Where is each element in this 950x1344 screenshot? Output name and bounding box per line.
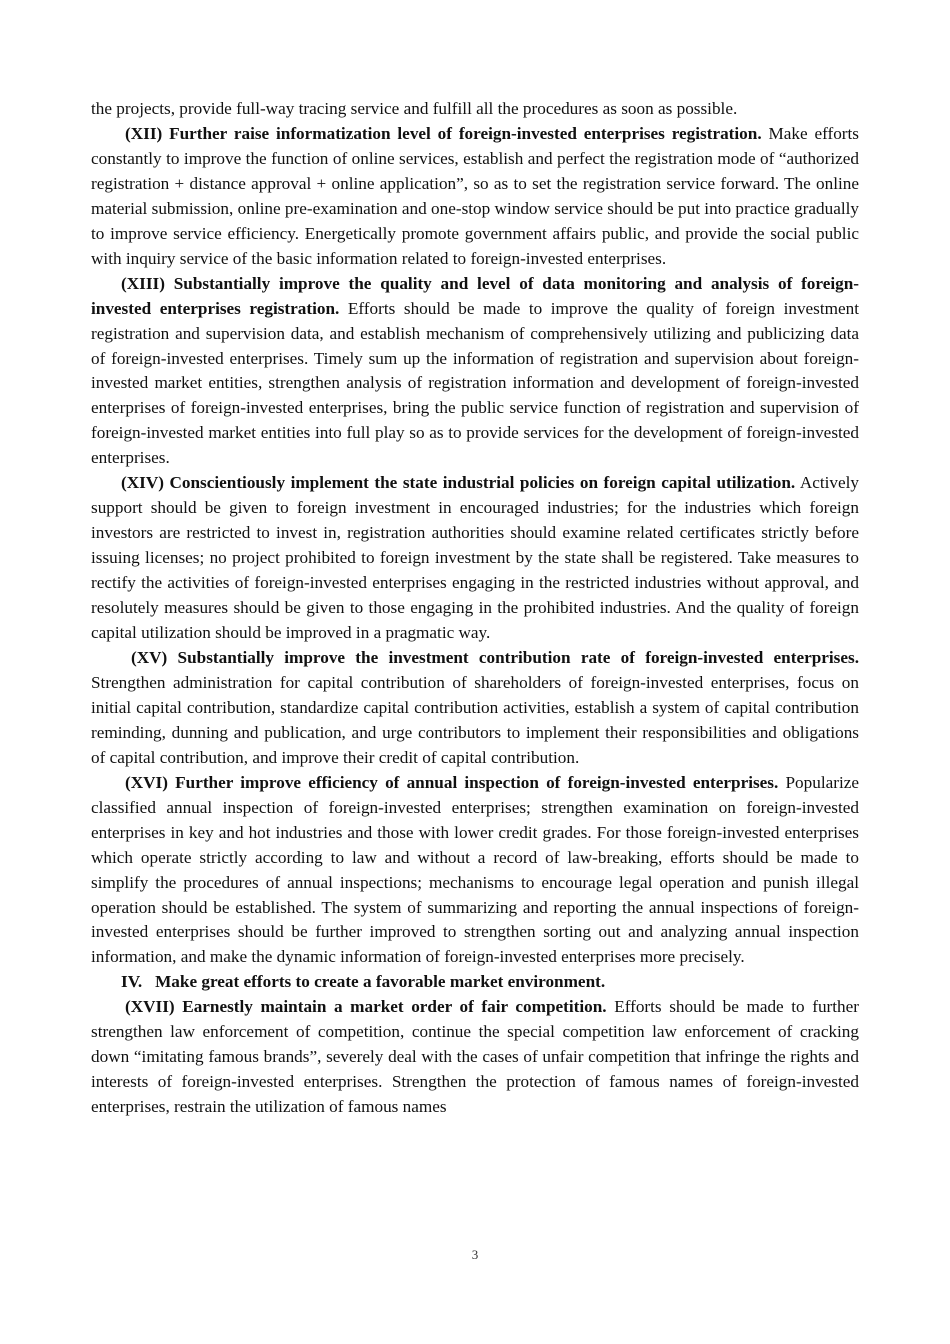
continuation-text: the projects, provide full-way tracing service and fulfill all the procedures as soon as possible.	[91, 99, 738, 118]
paragraph-xvi	[91, 771, 859, 971]
paragraph-body: Popularize classified annual inspection of foreign-invested enterprises; strengthen examination on foreign-invested enterprises in key and hot industries and those with lower credit grades. For those foreign-invested enterprises which operate strictly according to law and without a record of law-breaking, efforts should be made to simplify the procedures of annual inspections; mechanisms to encourage legal operation and punish illegal operation should be established. The system of summarizing and reporting the annual inspections of foreign-invested enterprises should be further improved to strengthen sorting out and analyzing annual inspection information, and make the dynamic information of foreign-invested enterprises more precisely.	[91, 772, 859, 967]
paragraph-xvii	[91, 995, 859, 1120]
paragraph-heading: (XII) Further raise informatization level of foreign-invested enterprises registration.	[125, 123, 762, 143]
paragraph-body: Efforts should be made to improve the quality of foreign investment registration and supervision data, and establish mechanism of comprehensively utilizing and publicizing data of foreign-invested enterprises. Timely sum up the information of registration and supervision about foreign-invested market entities, strengthen analysis of registration information and development of foreign-invested enterprises of foreign-invested enterprises, bring the public service function of registration and supervision of foreign-invested market entities into full play so as to provide services for the development of foreign-invested enterprises.	[91, 298, 859, 468]
paragraph-heading: (XVI) Further improve efficiency of annual inspection of foreign-invested enterprises.	[125, 772, 779, 792]
section-heading-iv: IV. Make great efforts to create a favorable market environment.	[121, 972, 606, 992]
paragraph-xiv	[91, 471, 859, 646]
paragraph-heading: (XV) Substantially improve the investment contribution rate of foreign-invested enterprises.	[131, 647, 859, 667]
paragraph-heading: (XIII) Substantially improve the quality and level of data monitoring and analysis of foreign-invested enterprises registration.	[91, 273, 859, 318]
paragraph-xv	[91, 646, 859, 771]
paragraph-body: Actively support should be given to foreign investment in encouraged industries; for the industries which foreign investors are restricted to invest in, registration authorities should examine related certificates strictly before issuing licenses; no project prohibited to foreign investment by the state shall be registered. Take measures to rectify the activities of foreign-invested enterprises engaging in the restricted industries without approval, and resolutely measures should be given to those engaging in the prohibited industries. And the quality of foreign capital utilization should be improved in a pragmatic way.	[91, 473, 860, 643]
paragraph-xiii	[91, 272, 859, 472]
document-page	[91, 97, 859, 1120]
paragraph-heading: (XVII) Earnestly maintain a market order of fair competition.	[125, 997, 607, 1017]
paragraph-heading: (XIV) Conscientiously implement the state industrial policies on foreign capital utilization.	[121, 473, 796, 493]
paragraph-body: Efforts should be made to further strengthen law enforcement of competition, continue the special competition law enforcement of cracking down “imitating famous brands”, severely deal with the cases of unfair competition that infringe the rights and interests of foreign-invested enterprises. Strengthen the protection of famous names of foreign-invested enterprises, restrain the utilization of famous names	[91, 997, 859, 1117]
page-number: 3	[471, 1247, 479, 1262]
paragraph-body: Make efforts constantly to improve the function of online services, establish and perfect the registration mode of “authorized registration + distance approval + online application”, so as to set the registration service forward. The online material submission, online pre-examination and one-stop window service should be put into practice gradually to improve service efficiency. Energetically promote government affairs public, and provide the social public with inquiry service of the basic information related to foreign-invested enterprises.	[91, 123, 859, 268]
paragraph-body: Strengthen administration for capital contribution of shareholders of foreign-invested enterprises, focus on initial capital contribution, standardize capital contribution activities, establish a system of capital contribution reminding, dunning and publication, and urge contributors to implement their responsibilities and obligations of capital contribution, and improve their credit of capital contribution.	[91, 672, 859, 767]
paragraph-xii	[91, 122, 859, 272]
